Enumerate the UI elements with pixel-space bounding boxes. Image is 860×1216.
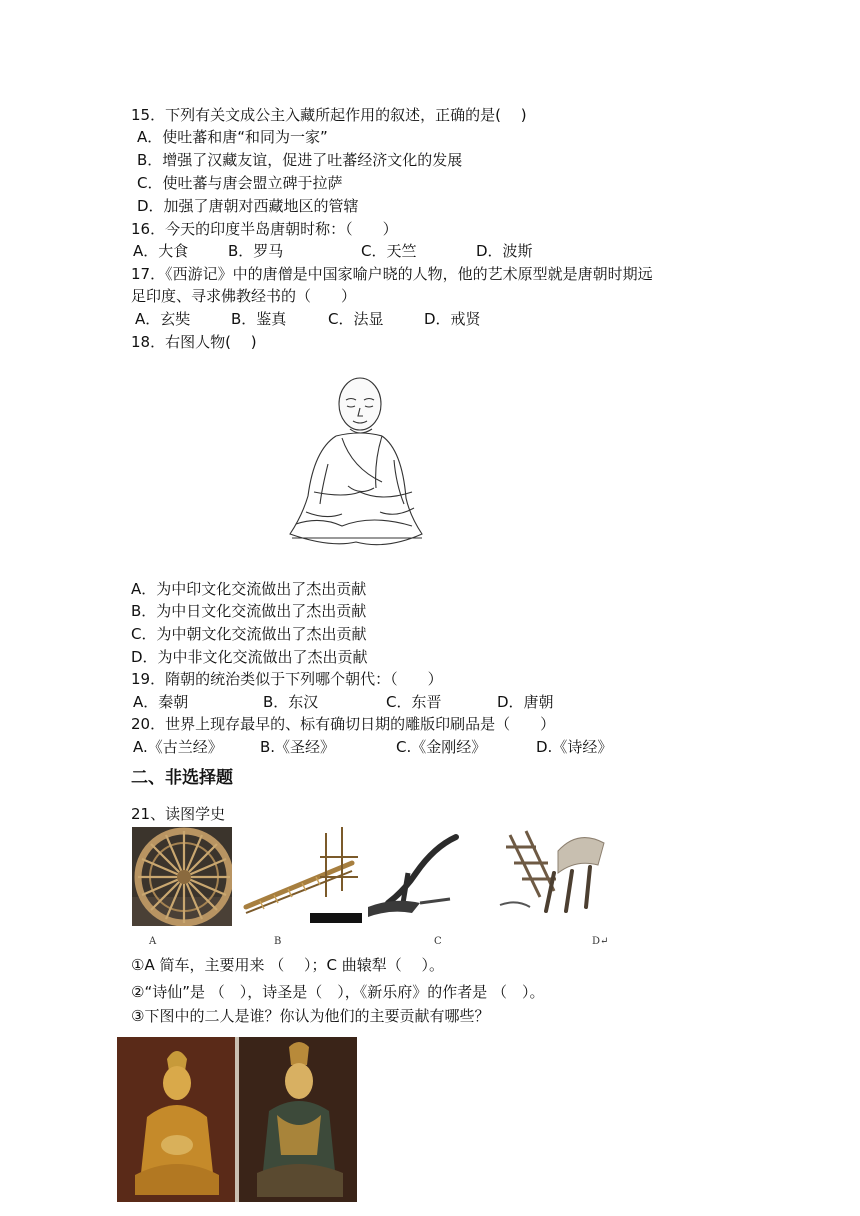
two-statues-photo	[117, 1037, 357, 1202]
q17-option-d: D．戒贤	[424, 310, 481, 328]
q19-option-d: D．唐朝	[497, 693, 554, 711]
q18-option-a: A．为中印文化交流做出了杰出贡献	[131, 580, 367, 598]
q15-stem: 15．下列有关文成公主入藏所起作用的叙述，正确的是( )	[131, 106, 527, 124]
q19-option-b: B．东汉	[263, 693, 319, 711]
figure-label-c: C	[434, 936, 442, 947]
q21-stem: 21、读图学史	[131, 805, 226, 823]
q20-stem: 20．世界上现存最早的、标有确切日期的雕版印刷品是（ ）	[131, 715, 556, 733]
figure-label-a: A	[149, 936, 157, 947]
q15-option-d: D．加强了唐朝对西藏地区的管辖	[137, 197, 359, 215]
q19-option-c: C．东晋	[386, 693, 442, 711]
q16-option-b: B．罗马	[228, 242, 284, 260]
q20-option-d: D.《诗经》	[536, 738, 613, 756]
figure-label-b: B	[274, 936, 282, 947]
seed-drill-image	[496, 827, 612, 925]
q17-option-b: B．鉴真	[231, 310, 287, 328]
q17-stem-line2: 足印度、寻求佛教经书的（ ）	[131, 287, 357, 305]
q21-sub2: ②“诗仙”是 （ ），诗圣是（ ），《新乐府》的作者是 （ ）。	[131, 983, 545, 1001]
q19-option-a: A．秦朝	[133, 693, 189, 711]
q18-option-c: C．为中朝文化交流做出了杰出贡献	[131, 625, 367, 643]
water-wheel-image	[132, 827, 232, 926]
q16-option-d: D．波斯	[476, 242, 533, 260]
q18-option-b: B．为中日文化交流做出了杰出贡献	[131, 602, 367, 620]
q20-option-c: C.《金刚经》	[396, 738, 487, 756]
q20-option-a: A.《古兰经》	[133, 738, 223, 756]
curved-plough-image	[364, 833, 464, 925]
monk-portrait-figure	[284, 374, 432, 548]
q21-sub3: ③下图中的二人是谁？你认为他们的主要贡献有哪些？	[131, 1007, 490, 1025]
section-heading: 二、非选择题	[131, 768, 233, 788]
q17-stem-line1: 17．《西游记》中的唐僧是中国家喻户晓的人物，他的艺术原型就是唐朝时期远	[131, 265, 653, 283]
q21-sub1: ①A 简车，主要用来 （ ）；C 曲辕犁（ ）。	[131, 956, 445, 974]
q20-option-b: B.《圣经》	[260, 738, 336, 756]
q15-option-c: C．使吐蕃与唐会盟立碑于拉萨	[137, 174, 343, 192]
q17-option-a: A．玄奘	[135, 310, 191, 328]
q16-stem: 16．今天的印度半岛唐朝时称：（ ）	[131, 220, 398, 238]
figure-label-d: D↵	[592, 936, 609, 947]
q15-option-a: A．使吐蕃和唐“和同为一家”	[137, 128, 328, 146]
q16-option-c: C．天竺	[361, 242, 417, 260]
q18-option-d: D．为中非文化交流做出了杰出贡献	[131, 648, 368, 666]
q16-option-a: A．大食	[133, 242, 189, 260]
q18-stem: 18．右图人物( )	[131, 333, 257, 351]
q15-option-b: B．增强了汉藏友谊，促进了吐蕃经济文化的发展	[137, 151, 463, 169]
q17-option-c: C．法显	[328, 310, 384, 328]
q19-stem: 19．隋朝的统治类似于下列哪个朝代：（ ）	[131, 670, 443, 688]
dragon-backbone-pump-image	[240, 827, 362, 923]
